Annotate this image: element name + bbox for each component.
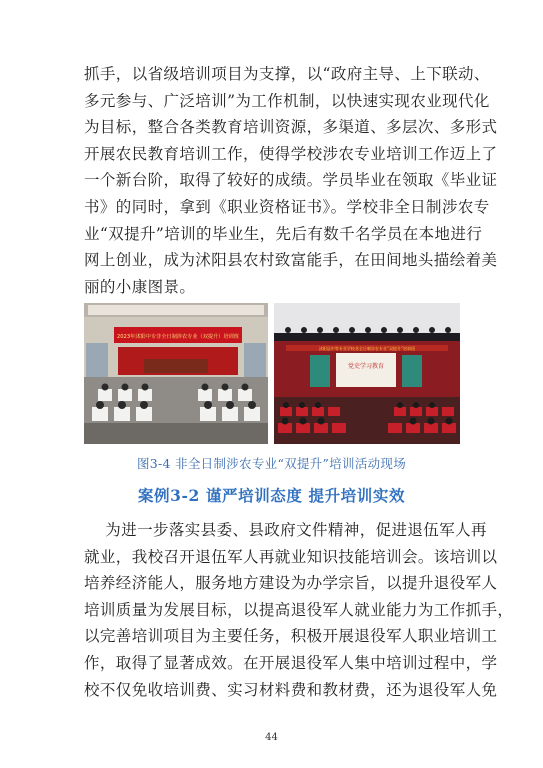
text-line: 业“双提升”培训的毕业生，先后有数千名学员在本地进行: [84, 224, 483, 243]
banner-text: 2023年沭阳中专非全日制涉农专业（双提升）培训班: [116, 334, 240, 340]
screen-text: 党史学习教育: [347, 363, 385, 370]
text-line: 抓手，以省级培训项目为支撑，以“政府主导、上下联动、: [84, 65, 490, 83]
banner-text: 沭阳县中等专业学校非全日制涉农专业“双提升”培训班: [318, 346, 416, 351]
training-photo-right: [274, 303, 460, 444]
text-line: 为目标，整合各类教育培训资源，多渠道、多层次、多形式: [84, 118, 498, 137]
training-photo-left: [84, 303, 268, 444]
body-paragraph-1: [84, 61, 498, 300]
text-line: 培养经济能人，服务地方建设为办学宗旨，以提升退役军人: [84, 574, 498, 593]
text-line: 网上创业，成为沭阳县农村致富能手，在田间地头描绘着美: [84, 251, 498, 270]
auditorium-illustration: [274, 303, 460, 444]
text-line: 为进一步落实县委、县政府文件精神，促进退伍军人再: [84, 521, 487, 539]
text-line: 培训质量为发展目标，以提高退役军人就业能力为工作抓手，: [84, 600, 514, 619]
text-line: 多元参与、广泛培训”为工作机制，以快速实现农业现代化: [84, 91, 490, 110]
text-line: 作，取得了显著成效。在开展退役军人集中培训过程中，学: [84, 653, 498, 672]
projection-screen: [336, 353, 396, 387]
body-paragraph-2: [84, 517, 514, 703]
figure-caption: 图3-4 非全日制涉农专业“双提升”培训活动现场: [136, 456, 407, 471]
case-heading: 案例3-2 谨严培训态度 提升培训实效: [137, 486, 406, 505]
text-line: 校不仅免收培训费、实习材料费和教材费，还为退役军人免: [84, 680, 498, 699]
text-line: 以完善培训项目为主要任务，积极开展退役军人职业培训工: [84, 627, 498, 646]
text-line: 丽的小康图景。: [84, 277, 196, 296]
text-line: 书》的同时，拿到《职业资格证书》。学校非全日制涉农专: [84, 197, 490, 216]
classroom-illustration: [84, 303, 268, 444]
text-line: 开展农民教育培训工作，使得学校涉农专业培训工作迈上了: [84, 144, 498, 163]
text-line: 一个新台阶，取得了较好的成绩。学员毕业在领取《毕业证: [84, 171, 498, 190]
page-number: 44: [265, 732, 278, 743]
text-line: 就业，我校召开退伍军人再就业知识技能培训会。该培训以: [84, 547, 498, 566]
